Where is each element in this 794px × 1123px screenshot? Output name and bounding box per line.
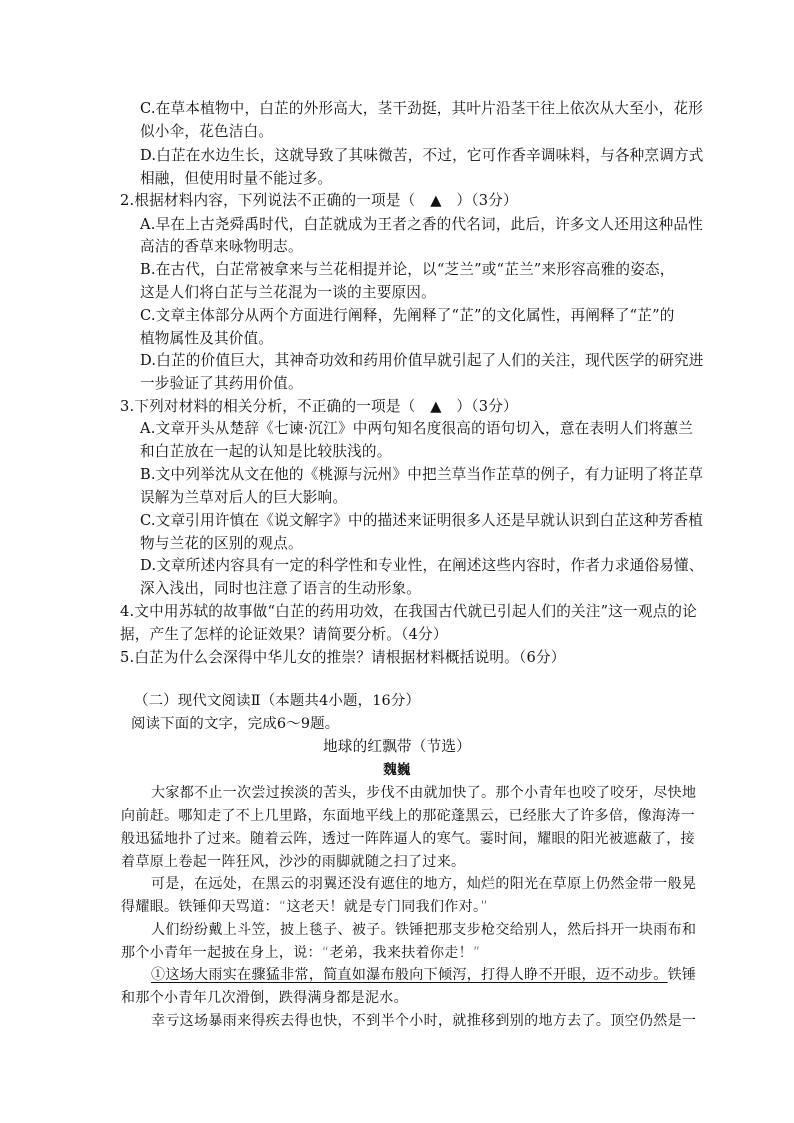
option-b-q2-cont: 这是人们将白芷与兰花混为一谈的主要原因。 — [140, 284, 436, 301]
passage-line: 向前赶。哪知走了不上几里路，东面地平线上的那砣蓬黑云，已经胀大了许多倍，像海涛一 — [121, 808, 695, 824]
passage-paragraph-1: 大家都不止一次尝过挨淡的苦头，步伐不由就加快了。那个小青年也咬了咬牙，尽快地 — [151, 785, 697, 801]
question-3: 3.下列对材料的相关分析，不正确的一项是（ ▲ ）（3分） — [120, 398, 518, 415]
option-c-q2-cont: 植物属性及其价值。 — [140, 330, 274, 347]
option-d-q2: D.白芷的价值巨大，其神奇功效和药用价值早就引起了人们的关注，现代医学的研究进 — [140, 352, 704, 369]
option-c-q1-cont: 似小伞，花色洁白。 — [140, 123, 274, 140]
passage-paragraph-4 — [151, 964, 696, 986]
passage-author: 魏巍 — [383, 762, 411, 778]
option-c-q2: C.文章主体部分从两个方面进行阐释，先阐释了“芷”的文化属性，再阐释了“芷”的 — [140, 307, 675, 324]
passage-line: 和那个小青年几次滑倒，跌得满身都是泥水。 — [121, 990, 408, 1006]
option-d-q3: D.文章所述内容具有一定的科学性和专业性，在阐述这些内容时，作者力求通俗易懂、 — [140, 557, 704, 574]
option-b-q3: B.文中列举沈从文在他的《桃源与沅州》中把兰草当作芷草的例子，有力证明了将芷草 — [140, 466, 704, 483]
passage-line: 着草原上卷起一阵狂风，沙沙的雨脚就随之扫了过来。 — [121, 854, 466, 870]
option-d-q1-cont: 相融，但使用时量不能过多。 — [140, 170, 333, 187]
option-d-q2-cont: 一步验证了其药用价值。 — [140, 375, 303, 392]
option-d-q3-cont: 深入浅出，同时也注意了语言的生动形象。 — [140, 580, 422, 597]
option-a-q2-cont: 高洁的香草来咏物明志。 — [140, 238, 303, 255]
question-4: 4.文中用苏轼的故事做“白芷的药用功效，在我国古代就已引起人们的关注”这一观点的论 — [120, 603, 698, 620]
question-4-cont: 据，产生了怎样的论证效果？请简要分析。（4分） — [120, 626, 448, 643]
passage-text: 铁锤 — [667, 967, 697, 983]
passage-paragraph-2: 可是，在远处，在黑云的羽翼还没有遮住的地方，灿烂的阳光在草原上仍然金带一般晃 — [151, 876, 697, 892]
passage-line: 得耀眼。铁锤仰天骂道：“这老天！就是专门同我们作对。” — [121, 899, 488, 915]
passage-paragraph-5: 幸亏这场暴雨来得疾去得也快，不到半个小时，就推移到别的地方去了。顶空仍然是一 — [151, 1013, 697, 1029]
option-d-q1: D.白芷在水边生长，这就导致了其味微苦，不过，它可作香辛调味料，与各种烹调方式 — [140, 147, 704, 164]
option-a-q3: A.文章开头从楚辞《七谏·沉江》中两句知名度很高的语句切入，意在表明人们将蕙兰 — [140, 420, 693, 437]
option-c-q3-cont: 物与兰花的区别的观点。 — [140, 535, 303, 552]
option-c-q1: C.在草本植物中，白芷的外形高大，茎干劲挺，其叶片沿茎干往上依次从大至小，花形 — [140, 100, 704, 117]
question-2: 2.根据材料内容，下列说法不正确的一项是（ ▲ ）（3分） — [120, 192, 518, 209]
option-c-q3: C.文章引用许慎在《说文解字》中的描述来证明很多人还是早就认识到白芷这种芳香植 — [140, 512, 704, 529]
passage-paragraph-3: 人们纷纷戴上斗笠，披上毯子、被子。铁锤把那支步枪交给别人，然后抖开一块雨布和 — [151, 922, 697, 938]
option-b-q2: B.在古代，白芷常被拿来与兰花相提并论，以“芝兰”或“芷兰”来形容高雅的姿态， — [140, 261, 675, 278]
option-b-q3-cont: 误解为兰草对后人的巨大影响。 — [140, 489, 348, 506]
passage-line: 般迅猛地扑了过来。随着云阵，透过一阵阵逼人的寒气。霎时间，耀眼的阳光被遮蔽了，接 — [121, 831, 695, 847]
passage-title: 地球的红飘带（节选） — [323, 738, 471, 755]
section-heading: （二）现代文阅读Ⅱ（本题共4小题，16分） — [134, 693, 421, 709]
option-a-q2: A.早在上古尧舜禹时代，白芷就成为王者之香的代名词，此后，许多文人还用这种品性 — [140, 216, 703, 233]
underlined-sentence-1: ①这场大雨实在骤猛非常，简直如瀑布般向下倾泻，打得人睁不开眼，迈不动步。 — [151, 967, 668, 983]
reading-instruction: 阅读下面的文字，完成6～9题。 — [131, 716, 340, 732]
passage-line: 那个小青年一起披在身上，说：“老弟，我来扶着你走！” — [121, 945, 481, 961]
question-5: 5.白芷为什么会深得中华儿女的推崇？请根据材料概括说明。（6分） — [120, 649, 566, 666]
option-a-q3-cont: 和白芷放在一起的认知是比较肤浅的。 — [140, 443, 392, 460]
